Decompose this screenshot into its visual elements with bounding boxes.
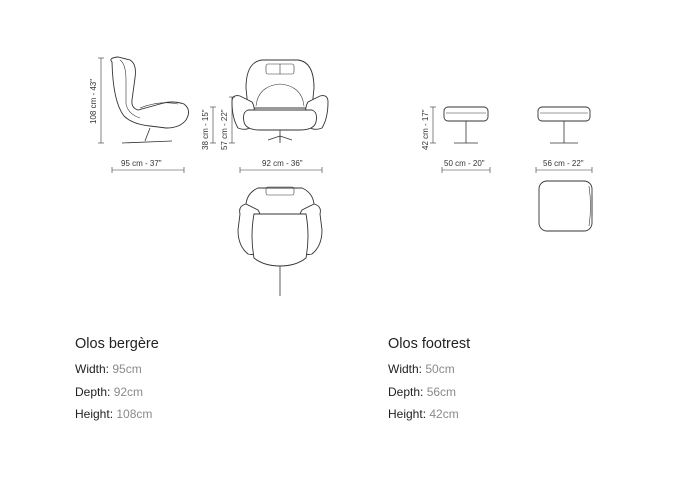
bergere-top-view	[238, 187, 322, 296]
footrest-side-width-label: 50 cm - 20"	[444, 159, 485, 168]
bergere-side-width-label: 95 cm - 37"	[121, 159, 162, 168]
footrest-front-width-dimension	[536, 159, 592, 173]
bergere-side-view	[111, 57, 189, 143]
bergere-front-width-dimension	[240, 159, 322, 173]
spec-value: 56cm	[426, 384, 457, 399]
spec-label: Width:	[388, 362, 423, 376]
footrest-title: Olos footrest	[388, 336, 471, 352]
bergere-side-height-dimension	[89, 58, 104, 143]
bergere-height-row	[75, 407, 335, 422]
footrest-height-row	[388, 407, 648, 422]
spec-value: 92cm	[113, 384, 144, 399]
bergere-front-seat-dimension	[201, 107, 216, 150]
footrest-width-row	[388, 362, 648, 377]
footrest-top-view	[539, 181, 592, 231]
spec-label: Depth:	[75, 384, 111, 399]
bergere-front-arm-label: 57 cm - 22"	[220, 109, 229, 150]
bergere-title: Olos bergère	[75, 336, 159, 352]
footrest-side-height-dimension	[421, 107, 436, 150]
bergere-front-seat-label: 38 cm - 15"	[201, 109, 210, 150]
footrest-front-view	[538, 107, 590, 143]
bergere-side-height-label: 108 cm - 43"	[89, 78, 98, 124]
bergere-front-width-label: 92 cm - 36"	[262, 159, 303, 168]
spec-label: Depth:	[388, 384, 424, 399]
spec-label: Height:	[75, 407, 114, 421]
footrest-specs	[388, 336, 648, 430]
bergere-specs	[75, 336, 335, 430]
bergere-width-row	[75, 362, 335, 377]
footrest-depth-row	[388, 385, 648, 400]
footrest-side-view	[444, 107, 488, 143]
footrest-side-height-label: 42 cm - 17"	[421, 109, 430, 150]
bergere-front-view	[232, 60, 328, 143]
bergere-side-width-dimension	[112, 159, 184, 173]
spec-value: 95cm	[112, 362, 142, 376]
spec-label: Height:	[388, 407, 427, 421]
spec-label: Width:	[75, 362, 110, 376]
footrest-side-width-dimension	[442, 159, 490, 173]
bergere-depth-row	[75, 385, 335, 400]
spec-value: 108cm	[116, 407, 153, 421]
spec-value: 50cm	[425, 362, 455, 376]
footrest-front-width-label: 56 cm - 22"	[543, 159, 584, 168]
spec-value: 42cm	[429, 407, 459, 421]
